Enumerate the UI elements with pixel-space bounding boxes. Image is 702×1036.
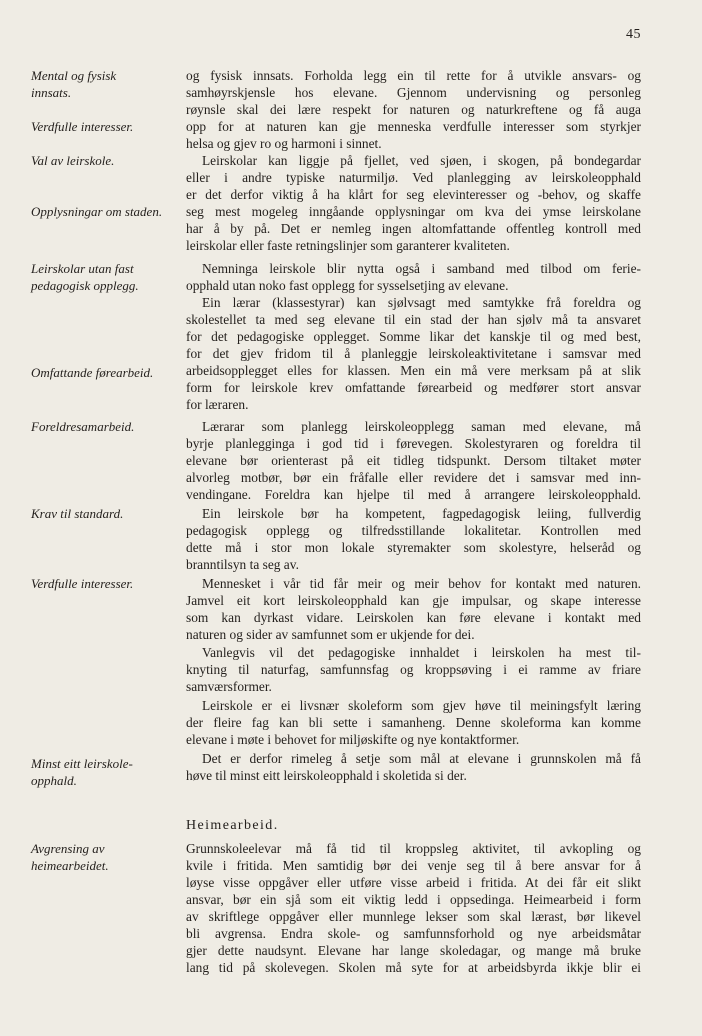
- margin-note: Krav til standard.: [31, 506, 124, 521]
- body-line: for det pedagogiske opplegget. Somme likar det kanskje til og med best,: [186, 329, 641, 344]
- body-line: som kan dyrkast vidare. Leirskolen kan føre elevane i kontakt med: [186, 610, 641, 625]
- margin-note: Opplysningar om staden.: [31, 204, 163, 219]
- body-line: Jamvel eit kort leirskoleopphald kan gje impulsar, og skape interesse: [186, 593, 641, 608]
- body-line: eller i andre typiske naturmiljø. Ved planlegging av leirskoleopphald: [186, 170, 641, 185]
- body-line: knyting til naturfag, samfunnsfag og kroppsøving i ei ramme av friare: [186, 662, 641, 677]
- body-line: ansvar, bør ein sjå som eit viktig ledd i oppsedinga. Heimearbeid i form: [186, 892, 641, 907]
- body-line: lang tid på skolevegen. Skolen må syte for at arbeidsbyrda ikkje blir ei: [186, 960, 641, 975]
- body-line: arbeidsopplegget elles for klassen. Men ein må vere merksam på at slik: [186, 363, 641, 378]
- body-line: gjer dette naudsynt. Elevane har lange skoledagar, og mange må bruke: [186, 943, 641, 958]
- body-line: skolestellet ta med seg elevane til ein stad der han sjølv må ta ansvaret: [186, 312, 641, 327]
- body-line: pedagogisk opplegg og tilfredsstillande lokalitetar. Kontrollen med: [186, 523, 641, 538]
- body-line: opp for at naturen kan gje menneska verdfulle interesser som styrkjer: [186, 119, 641, 134]
- body-line: har å by på. Det er nemleg ingen altomfattande offentleg kontroll med: [186, 221, 641, 236]
- body-line: alvorleg motbør, bør ein fråfalle eller revidere det i samsvar med inn-: [186, 470, 641, 485]
- body-line: for det gjev fridom til å planleggje leirskoleaktivitetane i samsvar med: [186, 346, 641, 361]
- margin-note: pedagogisk opplegg.: [31, 278, 139, 293]
- body-line: vendingane. Foreldra kan hjelpe til med å arrangere leirskoleopphald.: [186, 487, 641, 502]
- body-line: bli avgrensa. Endra skole- og samfunnsforhold og nye arbeidsmåtar: [186, 926, 641, 941]
- body-line: for læraren.: [186, 397, 249, 412]
- body-line: Mennesket i vår tid får meir og meir behov for kontakt med naturen.: [202, 576, 641, 591]
- body-line: elevane i møte i behovet for miljøskifte og nye kontaktformer.: [186, 732, 520, 747]
- body-line: Det er derfor rimeleg å setje som mål at elevane i grunnskolen må få: [202, 751, 641, 766]
- body-line: der fleire fag kan bli sette i samanheng. Denne skoleforma kan komme: [186, 715, 641, 730]
- margin-note: Verdfulle interesser.: [31, 576, 134, 591]
- body-line: leirskolar eller faste retningslinjer som garanterer kvaliteten.: [186, 238, 510, 253]
- body-line: opphald utan noko fast opplegg for sysselsetjing av elevane.: [186, 278, 509, 293]
- body-line: Grunnskoleelevar må få tid til kroppsleg aktivitet, til avkopling og: [186, 841, 641, 856]
- page-number: 45: [626, 27, 641, 42]
- section-heading: Heimearbeid.: [186, 818, 279, 833]
- body-line: er det derfor viktig å ha klårt for seg elevinteresser og -behov, og skaffe: [186, 187, 641, 202]
- body-line: naturen og sider av samfunnet som er ukjende for dei.: [186, 627, 475, 642]
- margin-note: Leirskolar utan fast: [31, 261, 134, 276]
- body-line: av skriftlege oppgåver eller munnlege lekser som skal lærast, bør likevel: [186, 909, 641, 924]
- body-line: Ein lærar (klassestyrar) kan sjølvsagt med samtykke frå foreldra og: [202, 295, 641, 310]
- margin-note: heimearbeidet.: [31, 858, 109, 873]
- margin-note: Omfattande førearbeid.: [31, 365, 154, 380]
- body-line: høve til minst eitt leirskoleopphald i skoletida si der.: [186, 768, 467, 783]
- body-line: og fysisk innsats. Forholda legg ein til rette for å utvikle ansvars- og: [186, 68, 641, 83]
- margin-note: Mental og fysisk: [31, 68, 117, 83]
- margin-note: Avgrensing av: [31, 841, 105, 856]
- body-line: Vanlegvis vil det pedagogiske innhaldet i leirskolen ha mest til-: [202, 645, 641, 660]
- body-line: Leirskole er ei livsnær skoleform som gjev høve til meiningsfylt læring: [202, 698, 641, 713]
- margin-note: Verdfulle interesser.: [31, 119, 134, 134]
- body-line: Leirskolar kan liggje på fjellet, ved sjøen, i skogen, på bondegardar: [202, 153, 641, 168]
- body-line: samværsformer.: [186, 679, 272, 694]
- body-line: form for leirskole krev omfattande førearbeid og medfører stort ansvar: [186, 380, 641, 395]
- body-line: branntilsyn ta seg av.: [186, 557, 299, 572]
- body-line: seg mest mogeleg inngåande opplysningar om kva dei ymse leirskolane: [186, 204, 641, 219]
- body-line: Nemninga leirskole blir nytta også i samband med tilbod om ferie-: [202, 261, 641, 276]
- margin-note: Foreldresamarbeid.: [31, 419, 135, 434]
- margin-note: Minst eitt leirskole-: [31, 756, 133, 771]
- body-line: røynsle skal dei lære respekt for naturen og naturkreftene og få auga: [186, 102, 641, 117]
- body-line: Ein leirskole bør ha kompetent, fagpedagogisk leiing, fullverdig: [202, 506, 641, 521]
- margin-note: innsats.: [31, 85, 72, 100]
- margin-note: Val av leirskole.: [31, 153, 115, 168]
- body-line: samhøyrskjensle hos elevane. Gjennom undervisning og personleg: [186, 85, 641, 100]
- body-line: dette må i stor mon lokale styremakter som skolestyre, helseråd og: [186, 540, 641, 555]
- body-line: helsa og gjev ro og harmoni i sinnet.: [186, 136, 382, 151]
- body-line: løyse visse oppgåver eller utføre visse arbeid i fritida. At dei får eit slikt: [186, 875, 641, 890]
- body-line: Lærarar som planlegg leirskoleopplegg saman med elevane, må: [202, 419, 641, 434]
- body-line: byrje planlegginga i god tid i førevegen. Skolestyraren og foreldra til: [186, 436, 641, 451]
- body-line: kvile i fritida. Men samtidig bør dei venje seg til å bere ansvar for å: [186, 858, 641, 873]
- margin-note: opphald.: [31, 773, 77, 788]
- body-line: elevane bør orienterast på eit tidleg tidspunkt. Dersom tiltaket møter: [186, 453, 641, 468]
